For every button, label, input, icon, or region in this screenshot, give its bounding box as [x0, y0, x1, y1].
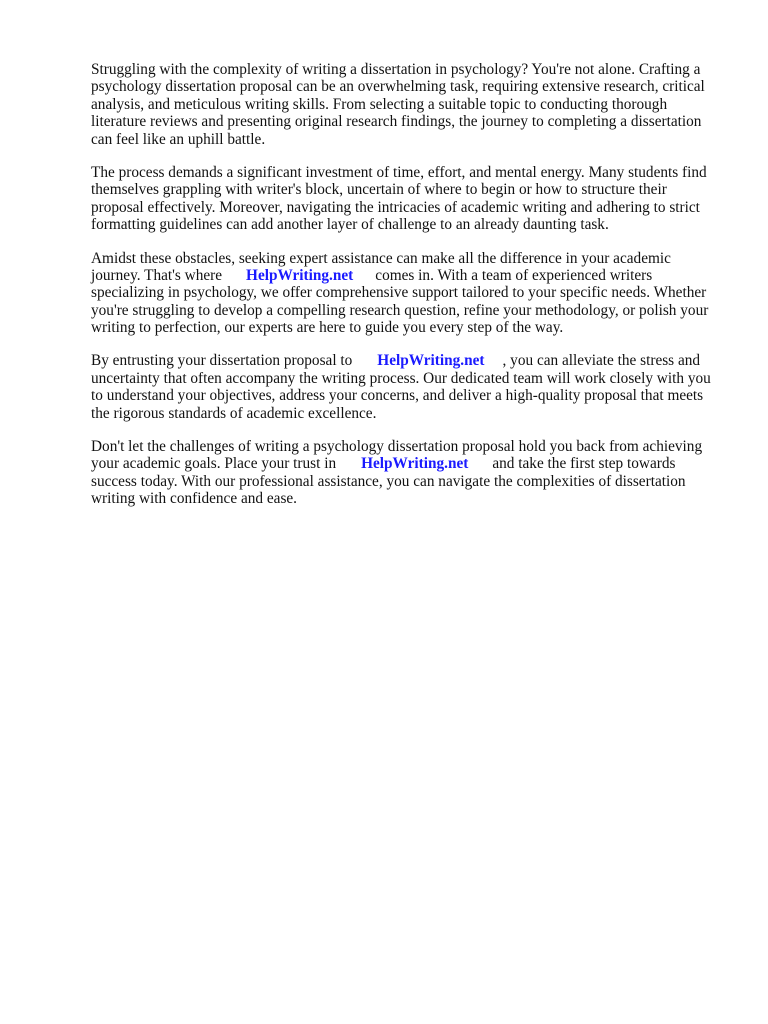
text-line: analysis, and meticulous writing skills. From selecting a suitable topic to conducting thorough — [91, 95, 668, 113]
text-line: writing with confidence and ease. — [91, 490, 298, 508]
helpwriting-link[interactable]: HelpWriting.net — [377, 352, 485, 370]
paragraph-2 — [91, 164, 726, 234]
text-line: The process demands a significant investment of time, effort, and mental energy. Many students find — [91, 163, 707, 181]
text-line: proposal effectively. Moreover, navigating the intricacies of academic writing and adhering to strict — [91, 198, 700, 216]
text-line: Don't let the challenges of writing a psychology dissertation proposal hold you back from achieving — [91, 438, 703, 456]
text-line: themselves grappling with writer's block, uncertain of where to begin or how to structure their — [91, 181, 667, 199]
document-body — [91, 61, 726, 524]
text-line: you're struggling to develop a compelling research question, refine your methodology, or polish your — [91, 301, 709, 319]
text-line: literature reviews and presenting original research findings, the journey to completing a dissertation — [91, 113, 702, 131]
paragraph-3 — [91, 250, 726, 337]
paragraph-4 — [91, 352, 726, 422]
text-line: can feel like an uphill battle. — [91, 130, 266, 148]
helpwriting-link[interactable]: HelpWriting.net — [246, 266, 354, 284]
text-segment: comes in. With a team of experienced writers — [375, 266, 653, 284]
text-segment: , you can alleviate the stress and — [502, 352, 701, 370]
text-line: writing to perfection, our experts are here to guide you every step of the way. — [91, 319, 564, 337]
text-line: uncertainty that often accompany the writing process. Our dedicated team will work closely with you — [91, 369, 711, 387]
text-line: to understand your objectives, address your concerns, and deliver a high-quality proposal that meets — [91, 387, 704, 405]
helpwriting-link[interactable]: HelpWriting.net — [361, 455, 469, 473]
text-line: success today. With our professional assistance, you can navigate the complexities of dissertation — [91, 472, 686, 490]
text-line: formatting guidelines can add another layer of challenge to an already daunting task. — [91, 216, 609, 234]
text-line-with-link — [91, 352, 726, 369]
paragraph-5 — [91, 438, 726, 508]
paragraph-1 — [91, 61, 726, 148]
text-line: Struggling with the complexity of writing a dissertation in psychology? You're not alone. Crafting a — [91, 61, 701, 78]
text-segment: journey. That's where — [91, 266, 223, 284]
text-line: Amidst these obstacles, seeking expert assistance can make all the difference in your academic — [91, 249, 671, 267]
text-line-with-link — [91, 267, 726, 284]
text-segment: By entrusting your dissertation proposal to — [91, 352, 353, 370]
text-segment: and take the first step towards — [492, 455, 676, 473]
text-line: psychology dissertation proposal can be an overwhelming task, requiring extensive research, critical — [91, 78, 705, 96]
text-line-with-link — [91, 455, 726, 472]
text-line: specializing in psychology, we offer comprehensive support tailored to your specific needs. Whether — [91, 284, 707, 302]
text-segment: your academic goals. Place your trust in — [91, 455, 337, 473]
text-line: the rigorous standards of academic excellence. — [91, 404, 377, 422]
